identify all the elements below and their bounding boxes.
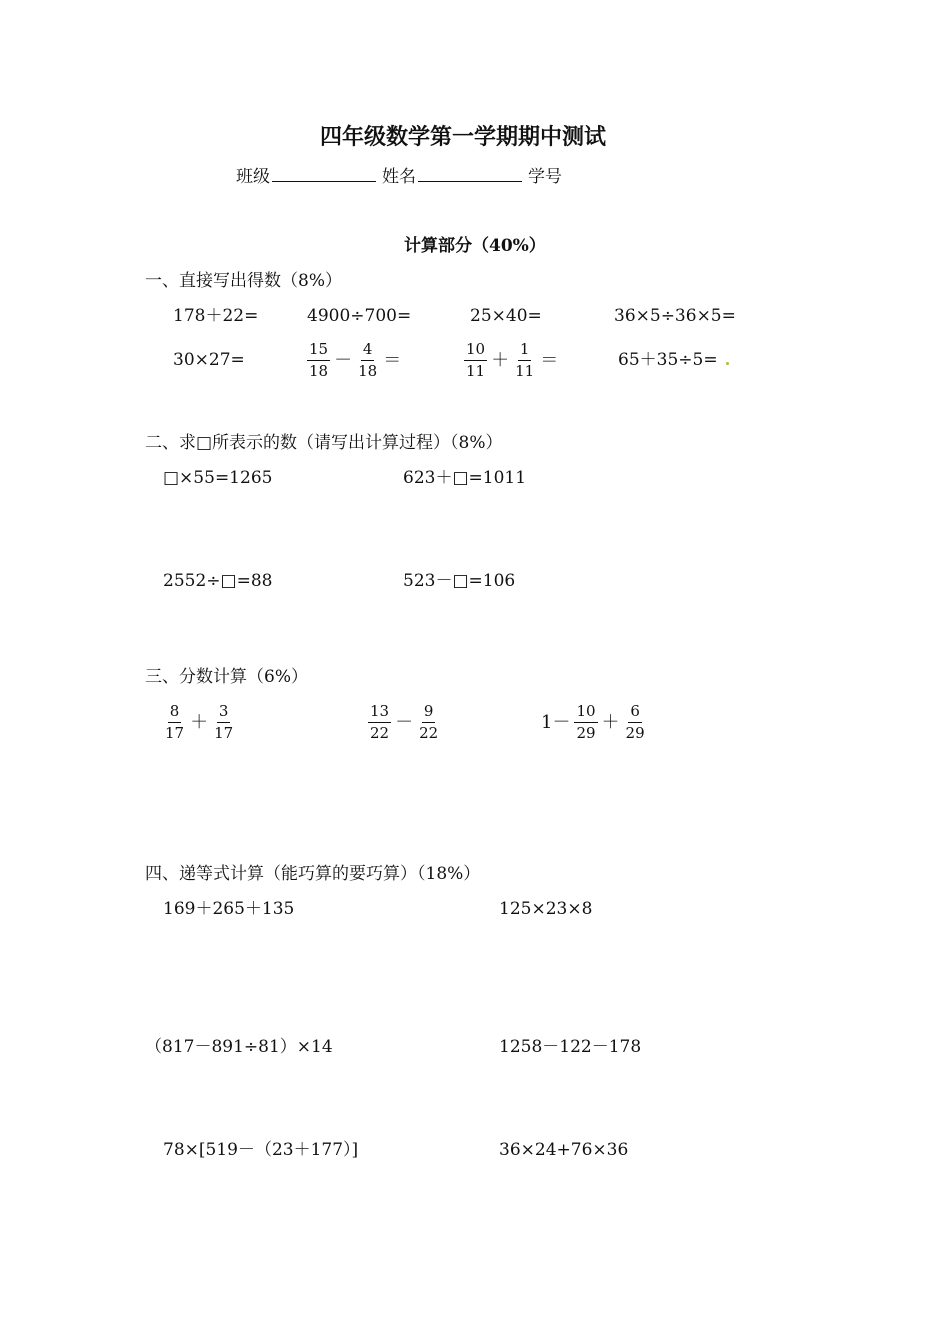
- calculation-item: 1258－122－178: [499, 1037, 642, 1057]
- student-info-line: [236, 165, 562, 186]
- section-heading: 计算部分（40%）: [404, 236, 546, 256]
- fraction: $\frac{4}{18}$: [358, 340, 378, 380]
- fraction: $\frac{8}{17}$: [165, 702, 185, 742]
- fraction: $\frac{10}{11}$: [466, 340, 486, 380]
- part4-heading: 四、递等式计算（能巧算的要巧算）（18%）: [145, 864, 481, 884]
- fraction-expression: $\frac{15}{18}$ － $\frac{4}{18}$ ＝: [309, 340, 402, 380]
- calculation-item: 125×23×8: [499, 899, 593, 919]
- equation-item: 2552÷□=88: [163, 571, 273, 591]
- fraction-expression: $\frac{10}{11}$ ＋ $\frac{1}{11}$ ＝: [466, 340, 559, 380]
- number-label: 学号: [528, 167, 562, 187]
- part1-item: 25×40=: [470, 306, 542, 326]
- part1-item: 65＋35÷5=: [618, 352, 729, 369]
- fraction: $\frac{1}{11}$: [515, 340, 535, 380]
- fraction: $\frac{10}{29}$: [576, 702, 596, 742]
- fraction: $\frac{6}{29}$: [625, 702, 645, 742]
- part3-heading: 三、分数计算（6%）: [145, 667, 308, 687]
- part1-item: 178＋22=: [173, 306, 259, 326]
- calculation-item: （817－891÷81）×14: [145, 1037, 333, 1057]
- fraction: $\frac{15}{18}$: [309, 340, 329, 380]
- equation-item: 623＋□=1011: [403, 468, 527, 488]
- calculation-item: 169＋265＋135: [163, 899, 295, 919]
- fraction-expression: 1－ $\frac{10}{29}$ ＋ $\frac{6}{29}$: [541, 702, 645, 742]
- name-label: 姓名: [382, 167, 416, 187]
- class-label: 班级: [236, 167, 270, 187]
- part1-item: 4900÷700=: [307, 306, 412, 326]
- part1-heading: 一、直接写出得数（8%）: [145, 271, 342, 291]
- fraction: $\frac{13}{22}$: [370, 702, 390, 742]
- fraction: $\frac{3}{17}$: [214, 702, 234, 742]
- part1-item: 36×5÷36×5=: [614, 306, 736, 326]
- fraction: $\frac{9}{22}$: [419, 702, 439, 742]
- part1-item: 30×27=: [173, 350, 245, 370]
- equation-item: □×55=1265: [163, 468, 273, 488]
- part2-heading: 二、求□所表示的数（请写出计算过程）（8%）: [145, 433, 503, 453]
- calculation-item: 78×[519－（23＋177）]: [163, 1140, 359, 1160]
- equation-item: 523－□=106: [403, 571, 516, 591]
- calculation-item: 36×24+76×36: [499, 1140, 629, 1160]
- fraction-expression: $\frac{8}{17}$ ＋ $\frac{3}{17}$: [165, 702, 234, 742]
- class-blank: [272, 165, 376, 182]
- name-blank: [418, 165, 522, 182]
- fraction-expression: $\frac{13}{22}$ － $\frac{9}{22}$: [370, 702, 439, 742]
- page-title: 四年级数学第一学期期中测试: [320, 124, 607, 150]
- stray-mark: [726, 362, 729, 365]
